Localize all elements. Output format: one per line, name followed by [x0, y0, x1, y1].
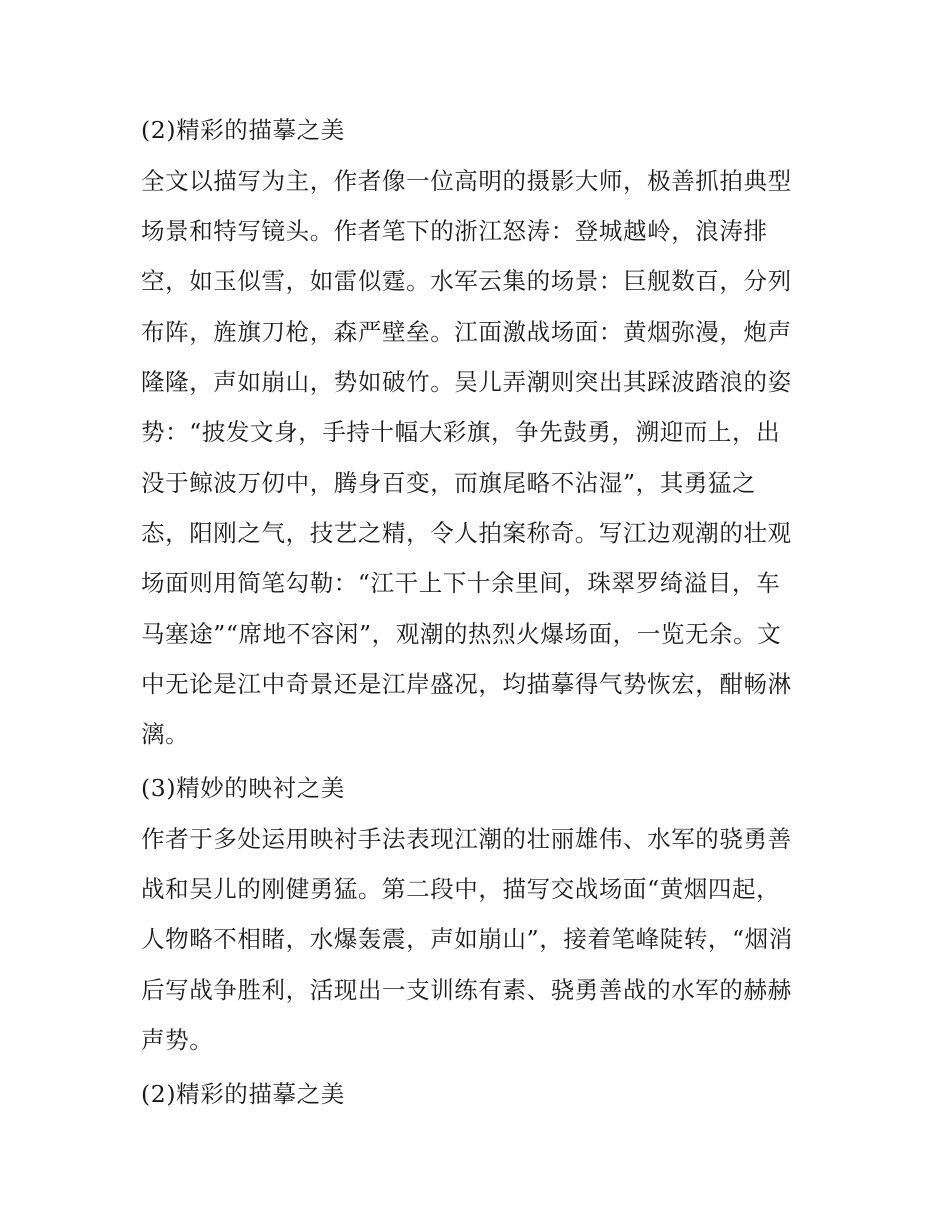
paragraph-line: 漓。 — [141, 720, 190, 748]
paragraph-line: 势：“披发文身，手持十幅大彩旗，争先鼓勇，溯迎而上，出 — [141, 418, 781, 446]
paragraph-line: 马塞途”“席地不容闲”，观潮的热烈火爆场面，一览无余。文 — [141, 620, 782, 648]
paragraph-line: 作者于多处运用映衬手法表现江潮的壮丽雄伟、水军的骁勇善 — [141, 825, 792, 853]
paragraph-line: 声势。 — [141, 1026, 214, 1054]
paragraph-line: 场景和特写镜头。作者笔下的浙江怒涛：登城越岭，浪涛排 — [141, 217, 768, 245]
paragraph-line: 隆隆，声如崩山，势如破竹。吴儿弄潮则突出其踩波踏浪的姿 — [141, 368, 792, 396]
paragraph-line: 态，阳刚之气，技艺之精，令人拍案称奇。写江边观潮的壮观 — [141, 519, 792, 547]
section-heading-2-repeat: (2)精彩的描摹之美 — [141, 1080, 345, 1108]
paragraph-line: 场面则用简笔勾勒：“江干上下十余里间，珠翠罗绮溢目，车 — [141, 569, 781, 597]
paragraph-line: 后写战争胜利，活现出一支训练有素、骁勇善战的水军的赫赫 — [141, 976, 792, 1004]
section-heading-3: (3)精妙的映衬之美 — [141, 774, 345, 802]
paragraph-line: 全文以描写为主，作者像一位高明的摄影大师，极善抓拍典型 — [141, 167, 792, 195]
section-heading-2: (2)精彩的描摹之美 — [141, 116, 345, 144]
paragraph-line: 中无论是江中奇景还是江岸盛况，均描摹得气势恢宏，酣畅淋 — [141, 670, 792, 698]
paragraph-line: 没于鲸波万仞中，腾身百变，而旗尾略不沾湿”，其勇猛之 — [141, 469, 757, 497]
paragraph-line: 布阵，旌旗刀枪，森严壁垒。江面激战场面：黄烟弥漫，炮声 — [141, 318, 792, 346]
paragraph-line: 人物略不相睹，水爆轰震，声如崩山”，接着笔峰陡转，“烟消 — [141, 925, 793, 953]
paragraph-line: 战和吴儿的刚健勇猛。第二段中，描写交战场面“黄烟四起， — [141, 875, 781, 903]
paragraph-line: 空，如玉似雪，如雷似霆。水军云集的场景：巨舰数百，分列 — [141, 267, 792, 295]
